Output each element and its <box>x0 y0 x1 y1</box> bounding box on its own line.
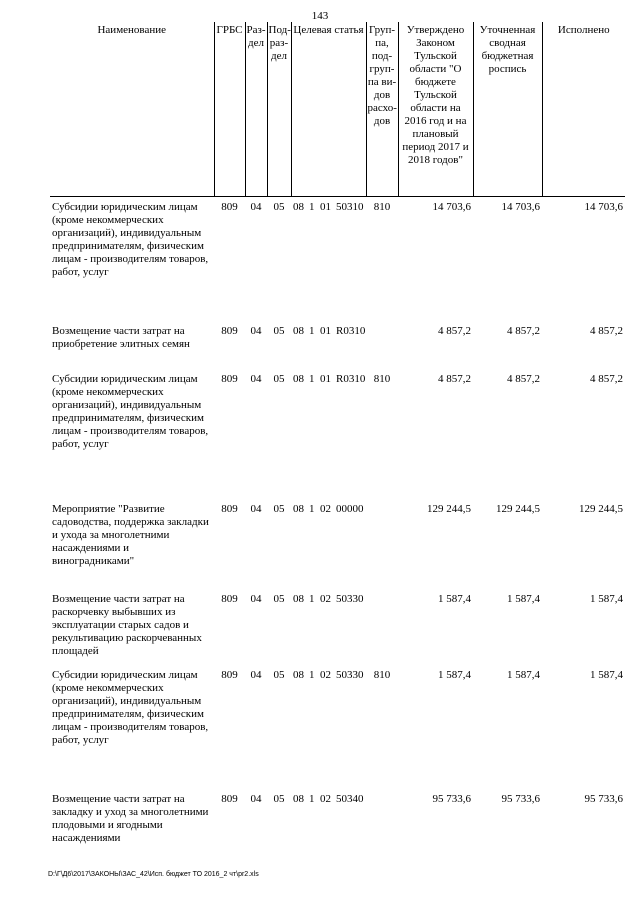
row-grbs: 809 <box>221 324 238 337</box>
code-program: 08 <box>293 324 304 337</box>
row-approved: 4 857,2 <box>438 372 471 385</box>
row-name: Субсидии юридическим лицам (кроме некоммерческих организаций), индивидуальным предпринимателям, физическим лицам - производителям товаров, работ, услуг <box>52 668 209 746</box>
row-podrazdel: 05 <box>273 502 285 515</box>
row-approved: 14 703,6 <box>432 201 471 213</box>
row-group <box>366 503 398 593</box>
row-group: 810 <box>373 668 391 681</box>
code-program: 08 <box>293 502 304 515</box>
header-name: Наименование <box>50 22 214 197</box>
code-subprogram: 1 <box>309 792 315 805</box>
row-executed: 4 857,2 <box>590 324 623 337</box>
row-refined: 1 587,4 <box>507 668 540 681</box>
code-direction: R0310 <box>336 324 366 337</box>
code-event: 02 <box>320 792 331 805</box>
row-podrazdel: 05 <box>273 792 285 805</box>
row-name: Возмещение части затрат на раскорчевку выбывших из эксплуатации старых садов и рекультивацию раскорчеванных площадей <box>52 592 202 657</box>
row-target-code <box>291 593 366 669</box>
code-direction: 50330 <box>336 668 364 681</box>
row-executed: 4 857,2 <box>590 372 623 385</box>
code-direction: 50330 <box>336 592 364 605</box>
row-razdel: 04 <box>250 201 262 213</box>
row-razdel: 04 <box>250 502 262 515</box>
row-refined: 4 857,2 <box>507 372 540 385</box>
row-podrazdel: 05 <box>273 324 285 337</box>
row-refined: 1 587,4 <box>507 592 540 605</box>
row-executed: 95 733,6 <box>584 792 623 805</box>
code-program: 08 <box>293 592 304 605</box>
row-razdel: 04 <box>250 372 262 385</box>
row-approved: 95 733,6 <box>432 792 471 805</box>
row-approved: 1 587,4 <box>438 592 471 605</box>
table-row <box>50 197 625 325</box>
table-row <box>50 793 625 863</box>
row-podrazdel: 05 <box>273 372 285 385</box>
row-grbs: 809 <box>221 668 238 681</box>
code-direction: 50340 <box>336 792 364 805</box>
code-subprogram: 1 <box>309 592 315 605</box>
row-grbs: 809 <box>221 201 238 213</box>
row-podrazdel: 05 <box>273 592 285 605</box>
row-refined: 95 733,6 <box>501 792 540 805</box>
row-grbs: 809 <box>221 502 238 515</box>
code-event: 02 <box>320 668 331 681</box>
row-group <box>366 793 398 863</box>
row-executed: 14 703,6 <box>584 201 623 213</box>
row-refined: 4 857,2 <box>507 324 540 337</box>
row-name: Субсидии юридическим лицам (кроме некоммерческих организаций), индивидуальным предпринимателям, физическим лицам - производителям товаров, работ, услуг <box>52 372 209 450</box>
row-target-code <box>291 197 366 325</box>
code-subprogram: 1 <box>309 668 315 681</box>
row-name: Возмещение части затрат на приобретение элитных семян <box>52 324 190 350</box>
code-direction: R0310 <box>336 372 366 385</box>
code-event: 01 <box>320 201 331 213</box>
row-name: Субсидии юридическим лицам (кроме некоммерческих организаций), индивидуальным предпринимателям, физическим лицам - производителям товаров, работ, услуг <box>52 201 209 278</box>
row-razdel: 04 <box>250 592 262 605</box>
row-target-code <box>291 373 366 503</box>
row-target-code <box>291 793 366 863</box>
header-podrazdel: Под-раз-дел <box>267 22 291 197</box>
footer-file-path: D:\Г\Д6\2017\ЗАКОНЫ\ЗАС_42\Исп. бюджет ТО 2016_2 чт\pr2.xls <box>48 871 259 878</box>
header-target: Целевая статья <box>291 22 366 197</box>
code-program: 08 <box>293 668 304 681</box>
row-razdel: 04 <box>250 668 262 681</box>
code-direction: 00000 <box>336 502 364 515</box>
header-grbs: ГРБС <box>214 22 245 197</box>
header-approved: Утверждено Законом Тульской области "О бюджете Тульской области на 2016 год и на плановый период 2017 и 2018 годов" <box>398 22 473 197</box>
page-number: 143 <box>311 10 329 22</box>
row-approved: 4 857,2 <box>438 324 471 337</box>
row-group: 810 <box>373 372 391 385</box>
row-group <box>366 325 398 373</box>
row-grbs: 809 <box>221 592 238 605</box>
row-grbs: 809 <box>221 372 238 385</box>
row-podrazdel: 05 <box>273 201 285 213</box>
code-subprogram: 1 <box>309 324 315 337</box>
header-group: Груп-па, под-груп-па ви-дов расхо-дов <box>366 22 398 197</box>
row-executed: 1 587,4 <box>590 592 623 605</box>
code-event: 01 <box>320 372 331 385</box>
table-row <box>50 503 625 593</box>
row-approved: 1 587,4 <box>438 668 471 681</box>
code-direction: 50310 <box>336 201 364 213</box>
header-row <box>50 22 625 197</box>
row-target-code <box>291 669 366 793</box>
row-razdel: 04 <box>250 792 262 805</box>
row-target-code <box>291 503 366 593</box>
row-refined: 14 703,6 <box>501 201 540 213</box>
row-executed: 1 587,4 <box>590 668 623 681</box>
code-event: 02 <box>320 592 331 605</box>
header-refined: Уточненная сводная бюджетная роспись <box>473 22 542 197</box>
row-razdel: 04 <box>250 324 262 337</box>
table-row <box>50 325 625 373</box>
code-event: 01 <box>320 324 331 337</box>
row-group <box>366 593 398 669</box>
code-subprogram: 1 <box>309 372 315 385</box>
code-program: 08 <box>293 201 304 213</box>
budget-table <box>50 22 625 863</box>
code-event: 02 <box>320 502 331 515</box>
row-approved: 129 244,5 <box>427 502 471 515</box>
code-program: 08 <box>293 792 304 805</box>
table-row <box>50 669 625 793</box>
header-razdel: Раз-дел <box>245 22 267 197</box>
row-name: Возмещение части затрат на закладку и уход за многолетними плодовыми и ягодными насаждениями <box>52 792 209 844</box>
row-group: 810 <box>373 201 391 213</box>
table-row <box>50 593 625 669</box>
code-subprogram: 1 <box>309 201 315 213</box>
code-program: 08 <box>293 372 304 385</box>
row-executed: 129 244,5 <box>579 502 623 515</box>
row-podrazdel: 05 <box>273 668 285 681</box>
code-subprogram: 1 <box>309 502 315 515</box>
row-target-code <box>291 325 366 373</box>
header-executed: Исполнено <box>542 22 625 197</box>
table-row <box>50 373 625 503</box>
row-grbs: 809 <box>221 792 238 805</box>
table-body <box>50 197 625 863</box>
row-refined: 129 244,5 <box>496 502 540 515</box>
row-name: Мероприятие "Развитие садоводства, поддержка закладки и ухода за многолетними насаждениями и виноградниками" <box>52 502 209 567</box>
